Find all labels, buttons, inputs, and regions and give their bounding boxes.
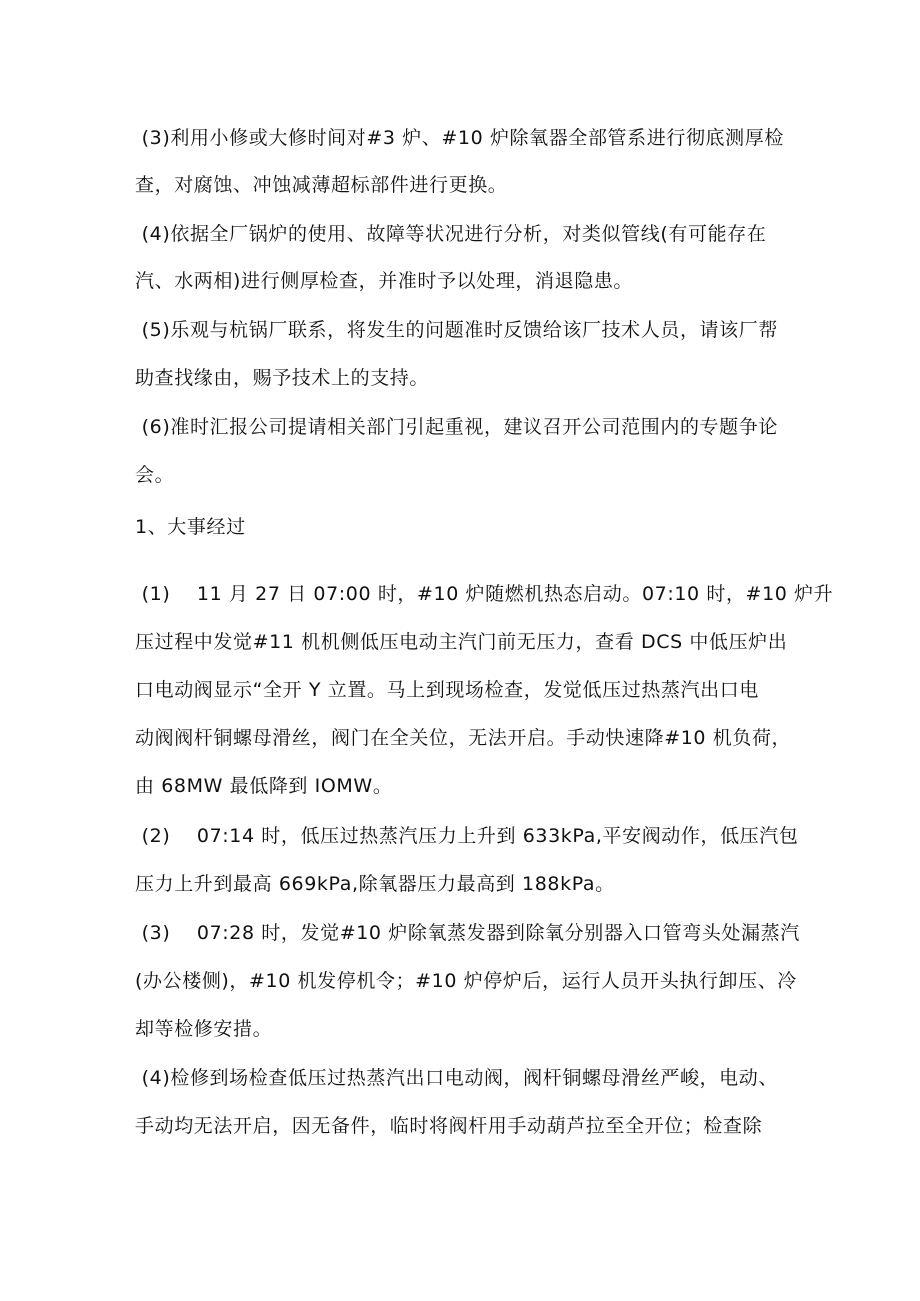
text-line: 手动均无法开启，因无备件，临时将阀杆用手动葫芦拉至全开位；检查除 bbox=[135, 1115, 763, 1137]
text-line: (5)乐观与杭锅厂联系，将发生的问题准时反馈给该厂技术人员，请该厂帮 bbox=[135, 319, 778, 341]
text-line: (4)依据全厂锅炉的使用、故障等状况进行分析，对类似管线(有可能存在 bbox=[135, 223, 767, 245]
text-line: 汽、水两相)进行侧厚检查，并准时予以处理，消退隐患。 bbox=[135, 270, 634, 292]
text-line: 动阀阀杆铜螺母滑丝，阀门在全关位，无法开启。手动快速降#10 机负荷， bbox=[135, 727, 792, 749]
text-line: 口电动阀显示“全开 Y 立置。马上到现场检查，发觉低压过热蒸汽出口电 bbox=[135, 679, 759, 701]
text-line: (6)准时汇报公司提请相关部门引起重视，建议召开公司范围内的专题争论 bbox=[135, 416, 778, 438]
text-line: 助查找缘由，赐予技术上的支持。 bbox=[135, 367, 430, 389]
text-line: 压力上升到最高 669kPa,除氧器压力最高到 188kPa。 bbox=[135, 873, 615, 895]
text-line: 压过程中发觉#11 机机侧低压电动主汽门前无压力，查看 DCS 中低压炉出 bbox=[135, 631, 788, 653]
text-line: (1) 11 月 27 日 07:00 时，#10 炉随燃机热态启动。07:10 时，#10 炉升 bbox=[135, 583, 834, 605]
text-line: 会。 bbox=[135, 464, 175, 486]
text-line: (3) 07:28 时，发觉#10 炉除氧蒸发器到除氧分别器入口管弯头处漏蒸汽 bbox=[135, 922, 800, 944]
section-heading: 1、大事经过 bbox=[135, 516, 246, 538]
text-line: 由 68MW 最低降到 IOMW。 bbox=[135, 775, 393, 797]
text-line: (2) 07:14 时，低压过热蒸汽压力上升到 633kPa,平安阀动作，低压汽包 bbox=[135, 825, 799, 847]
text-line: 却等检修安措。 bbox=[135, 1018, 273, 1040]
text-line: (4)检修到场检查低压过热蒸汽出口电动阀，阀杆铜螺母滑丝严峻，电动、 bbox=[135, 1067, 778, 1089]
text-line: (办公楼侧)，#10 机发停机令；#10 炉停炉后，运行人员开头执行卸压、冷 bbox=[135, 970, 797, 992]
text-line: 查，对腐蚀、冲蚀减薄超标部件进行更换。 bbox=[135, 174, 508, 196]
text-line: (3)利用小修或大修时间对#3 炉、#10 炉除氧器全部管系进行彻底测厚检 bbox=[135, 127, 784, 149]
